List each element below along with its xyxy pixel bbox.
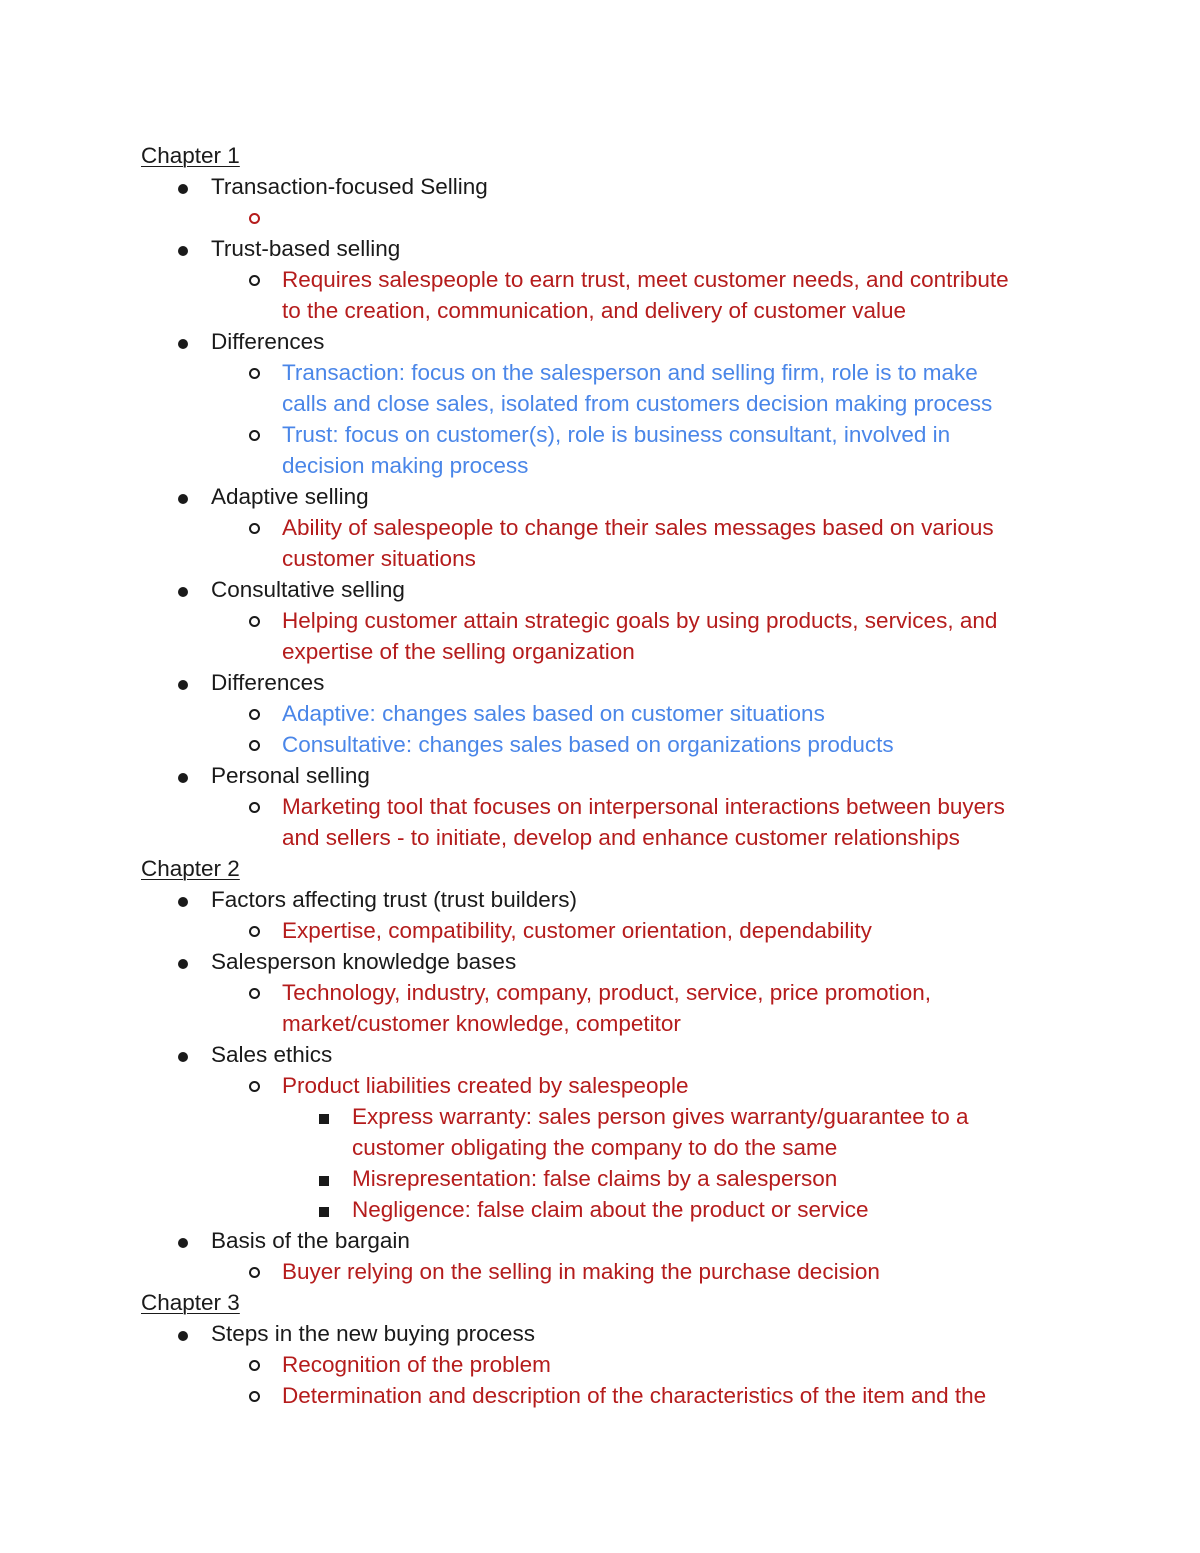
bullet-disc-icon [178, 773, 188, 783]
bullet-disc-icon [178, 897, 188, 907]
step-recognition: Recognition of the problem [282, 1352, 551, 1377]
bullet-disc-icon [178, 1238, 188, 1248]
difference-transaction: Transaction: focus on the salesperson and selling firm, role is to make [282, 360, 978, 385]
consultative-definition: Helping customer attain strategic goals by using products, services, and [282, 608, 998, 633]
bullet-disc-icon [178, 959, 188, 969]
bullet-circle-icon [249, 1360, 260, 1371]
bullet-circle-icon [249, 988, 260, 999]
bullet-disc-icon [178, 184, 188, 194]
difference-trust-cont: decision making process [282, 453, 529, 478]
topic-basis-bargain: Basis of the bargain [211, 1228, 410, 1253]
trust-based-definition-cont: to the creation, communication, and delivery of customer value [282, 298, 907, 323]
topic-knowledge-bases: Salesperson knowledge bases [211, 949, 517, 974]
bullet-disc-icon [178, 680, 188, 690]
personal-selling-definition: Marketing tool that focuses on interpersonal interactions between buyers [282, 794, 1005, 819]
bullet-square-icon [319, 1114, 329, 1124]
bullet-circle-icon [249, 926, 260, 937]
topic-buying-process: Steps in the new buying process [211, 1321, 535, 1346]
chapter-1-heading: Chapter 1 [141, 143, 240, 168]
bullet-circle-icon [249, 740, 260, 751]
topic-factors-trust: Factors affecting trust (trust builders) [211, 887, 577, 912]
express-warranty-cont: customer obligating the company to do the same [352, 1135, 838, 1160]
bullet-disc-icon [178, 1052, 188, 1062]
chapter-2-heading: Chapter 2 [141, 856, 240, 881]
topic-consultative-selling: Consultative selling [211, 577, 405, 602]
bullet-circle-icon [249, 1081, 260, 1092]
express-warranty: Express warranty: sales person gives warranty/guarantee to a [352, 1104, 969, 1129]
difference-transaction-cont: calls and close sales, isolated from customers decision making process [282, 391, 993, 416]
bullet-circle-icon [249, 275, 260, 286]
difference-trust: Trust: focus on customer(s), role is business consultant, involved in [282, 422, 951, 447]
factors-trust-definition: Expertise, compatibility, customer orientation, dependability [282, 918, 872, 943]
bullet-circle-icon [249, 430, 260, 441]
bullet-disc-icon [178, 587, 188, 597]
bullet-circle-icon [249, 1267, 260, 1278]
misrepresentation: Misrepresentation: false claims by a salesperson [352, 1166, 838, 1191]
bullet-circle-icon [249, 709, 260, 720]
personal-selling-definition-cont: and sellers - to initiate, develop and enhance customer relationships [282, 825, 960, 850]
topic-transaction-focused: Transaction-focused Selling [211, 174, 488, 199]
consultative-definition-cont: expertise of the selling organization [282, 639, 635, 664]
bullet-circle-icon [249, 802, 260, 813]
bullet-circle-icon [249, 523, 260, 534]
negligence: Negligence: false claim about the product or service [352, 1197, 869, 1222]
basis-bargain-definition: Buyer relying on the selling in making the purchase decision [282, 1259, 880, 1284]
topic-trust-based: Trust-based selling [211, 236, 401, 261]
bullet-disc-icon [178, 246, 188, 256]
bullet-disc-icon [178, 1331, 188, 1341]
topic-personal-selling: Personal selling [211, 763, 370, 788]
topic-differences-2: Differences [211, 670, 325, 695]
difference-adaptive: Adaptive: changes sales based on customer situations [282, 701, 825, 726]
knowledge-bases-definition: Technology, industry, company, product, service, price promotion, [282, 980, 932, 1005]
knowledge-bases-definition-cont: market/customer knowledge, competitor [282, 1011, 681, 1036]
topic-adaptive-selling: Adaptive selling [211, 484, 369, 509]
empty-sub-bullet-icon [249, 213, 260, 224]
adaptive-definition-cont: customer situations [282, 546, 476, 571]
adaptive-definition: Ability of salespeople to change their sales messages based on various [282, 515, 994, 540]
bullet-disc-icon [178, 494, 188, 504]
topic-differences-1: Differences [211, 329, 325, 354]
topic-sales-ethics: Sales ethics [211, 1042, 333, 1067]
step-determination: Determination and description of the characteristics of the item and the [282, 1383, 987, 1408]
product-liabilities: Product liabilities created by salespeople [282, 1073, 689, 1098]
bullet-square-icon [319, 1176, 329, 1186]
difference-consultative: Consultative: changes sales based on organizations products [282, 732, 894, 757]
bullet-circle-icon [249, 368, 260, 379]
bullet-circle-icon [249, 1391, 260, 1402]
chapter-3-heading: Chapter 3 [141, 1290, 240, 1315]
bullet-square-icon [319, 1207, 329, 1217]
bullet-disc-icon [178, 339, 188, 349]
trust-based-definition: Requires salespeople to earn trust, meet customer needs, and contribute [282, 267, 1009, 292]
bullet-circle-icon [249, 616, 260, 627]
